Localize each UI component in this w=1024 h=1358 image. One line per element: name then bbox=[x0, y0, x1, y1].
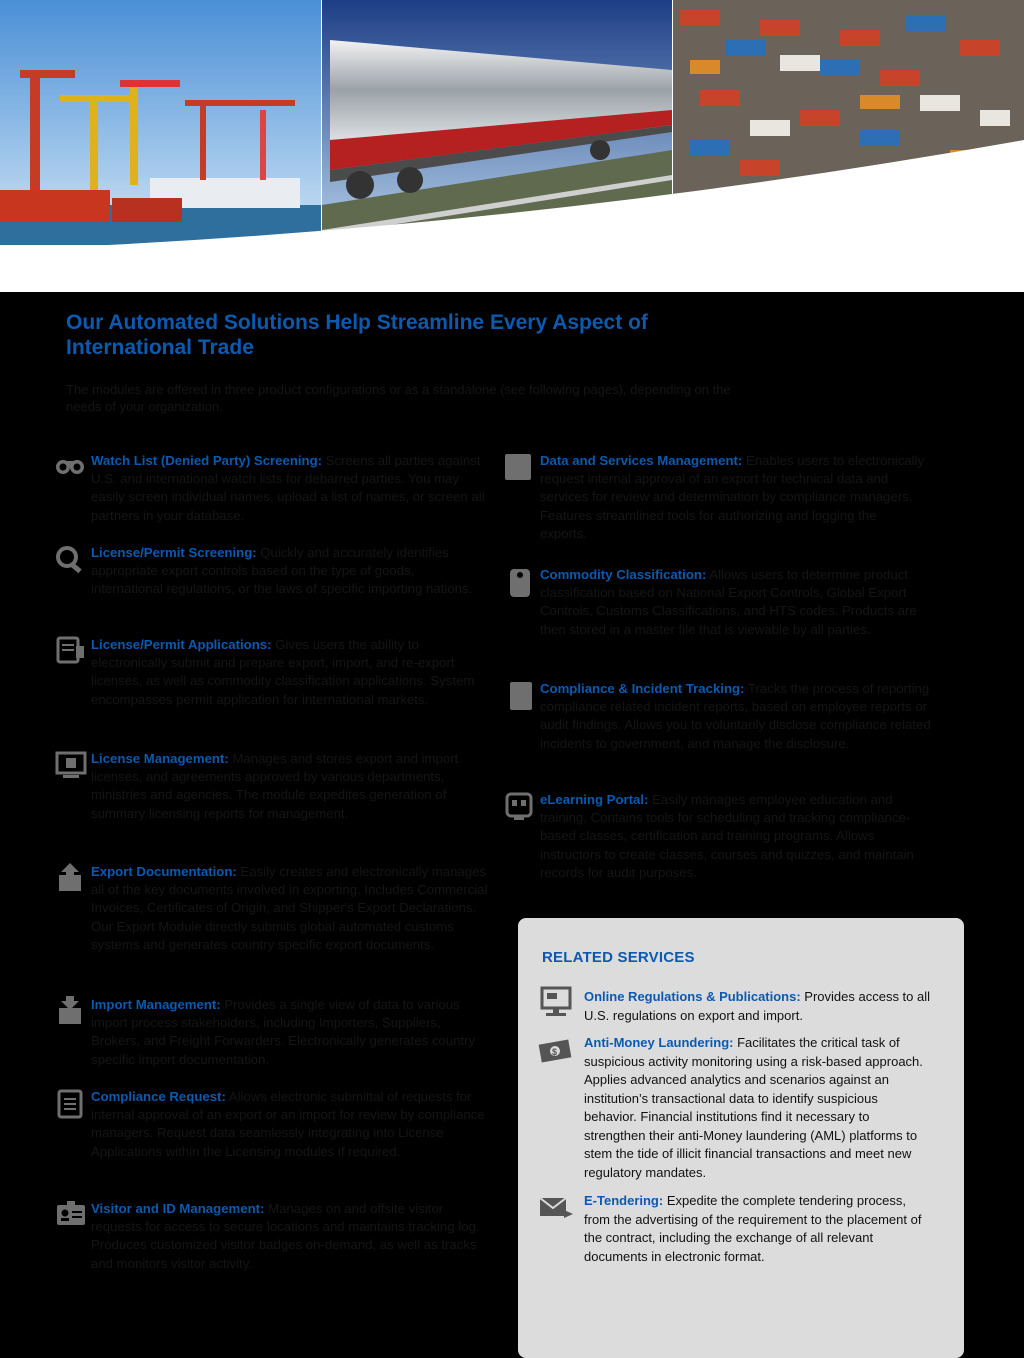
clipboard-icon bbox=[510, 682, 534, 717]
box-export-icon bbox=[55, 863, 87, 898]
module-title: Visitor and ID Management: bbox=[91, 1201, 265, 1216]
checklist-icon bbox=[57, 1089, 85, 1124]
box-import-icon bbox=[55, 996, 87, 1031]
module-title: License/Permit Applications: bbox=[91, 637, 272, 652]
elearning-icon bbox=[505, 792, 535, 827]
module-body: Quickly and accurately identifies appropriate export controls based on the type of goods, international regulations, or the laws of specific importing nations. bbox=[91, 545, 473, 597]
related-item-title: E-Tendering: bbox=[584, 1193, 664, 1208]
module-visitor-id-management bbox=[91, 1200, 491, 1273]
module-body: Screens all parties against U.S. and international watch lists for debarred parties. You may easily screen individual names, upload a list of names, or screen all partners in your database. bbox=[91, 453, 485, 523]
module-title: Import Management: bbox=[91, 997, 221, 1012]
hero-illustration bbox=[0, 0, 1024, 292]
module-title: Watch List (Denied Party) Screening: bbox=[91, 453, 323, 468]
module-commodity-classification bbox=[540, 566, 925, 639]
module-body: Manages on and offsite visitor requests for access to secure locations and maintains tracking log. Produces customized visitor badges on-demand, as well as tracks and monitors visitor activity. bbox=[91, 1201, 480, 1271]
computer-icon bbox=[540, 986, 574, 1023]
module-export-documentation bbox=[91, 863, 491, 954]
module-body: Easily manages employee education and training. Contains tools for scheduling and tracking compliance-based classes, certification and training programs. Allows instructors to create classes, courses and quizzes, and maintain records for audit purposes. bbox=[540, 792, 914, 880]
money-icon bbox=[538, 1038, 574, 1071]
module-title: License Management: bbox=[91, 751, 229, 766]
related-item-body: Facilitates the critical task of suspicious activity monitoring using a risk-based approach. Applies advanced analytics and scenarios against an institution’s transactional data to identify suspicious behavior. Financial institutions find it necessary to strengthen their anti-Money laundering (AML) platforms to stem the tide of illicit financial transactions and meet new regulatory mandates. bbox=[584, 1035, 923, 1180]
id-badge-icon bbox=[55, 1200, 87, 1233]
module-title: Export Documentation: bbox=[91, 864, 237, 879]
module-data-services-management bbox=[540, 452, 925, 543]
module-body: Allows users to determine product classification based on National Export Controls, Global Export Controls, Customs Classifications, and HTS codes. Products are then stored in a master file that is viewable by all parties. bbox=[540, 567, 917, 637]
related-item-title: Online Regulations & Publications: bbox=[584, 989, 801, 1004]
module-compliance-request bbox=[91, 1088, 486, 1161]
module-import-management bbox=[91, 996, 486, 1069]
harbor-photo bbox=[0, 0, 321, 245]
svg-text:$: $ bbox=[552, 1047, 558, 1057]
page-title: Our Automated Solutions Help Streamline Every Aspect of International Trade bbox=[66, 311, 648, 359]
module-body: Manages and stores export and import licenses, and agreements approved by various departments, ministries and agencies. The module expedites generation of summary licensing reports for management. bbox=[91, 751, 459, 821]
module-license-management bbox=[91, 750, 486, 823]
module-title: License/Permit Screening: bbox=[91, 545, 257, 560]
module-body: Easily creates and electronically manages all of the key documents involved in exporting. Includes Commercial Invoices, Certificates of Origin, and Shipper's Export Declarations. Our Export Module directly submits global automated customs systems and generates country specific export documents. bbox=[91, 864, 488, 952]
magnifier-icon bbox=[55, 545, 85, 578]
hero-photo-strip bbox=[0, 0, 1024, 292]
related-services-heading: RELATED SERVICES bbox=[542, 949, 695, 966]
module-title: Compliance Request: bbox=[91, 1089, 226, 1104]
related-item-title: Anti-Money Laundering: bbox=[584, 1035, 734, 1050]
document-icon bbox=[56, 636, 86, 669]
module-body: Tracks the process of reporting compliance related incident reports, based on employee reports or audit findings. Allows you to voluntarily disclose compliance related incidents to government, and manage the disclosure. bbox=[540, 681, 931, 751]
module-elearning-portal bbox=[540, 791, 925, 882]
related-item-e-tendering bbox=[584, 1192, 932, 1266]
module-body: Provides a single view of data to various import process stakeholders, including Importers, Suppliers, Brokers, and Freight Forwarders. Electronically generates country specific import documentation. bbox=[91, 997, 476, 1067]
binoculars-icon bbox=[55, 453, 85, 482]
module-license-permit-applications bbox=[91, 636, 486, 709]
module-title: Data and Services Management: bbox=[540, 453, 743, 468]
related-item-body: Expedite the complete tendering process, from the advertising of the requirement to the placement of the contract, including the exchange of all relevant documents in electronic format. bbox=[584, 1193, 922, 1264]
database-icon bbox=[505, 454, 533, 487]
module-title: Compliance & Incident Tracking: bbox=[540, 681, 745, 696]
related-item-anti-money-laundering bbox=[584, 1034, 932, 1182]
related-item-online-regulations bbox=[584, 988, 932, 1025]
envelope-icon bbox=[539, 1194, 575, 1227]
module-body: Gives users the ability to electronically submit and prepare export, import, and re-export licenses, as well as commodity classification applications. System encompasses permit application for international markets. bbox=[91, 637, 475, 707]
tag-icon bbox=[508, 563, 534, 604]
module-license-permit-screening bbox=[91, 544, 486, 599]
module-body: Allows electronic submittal of requests for internal approval of an export or an import for review by compliance managers. Request data seamlessly integrating into License Applications within the Licensing modules if required. bbox=[91, 1089, 485, 1159]
intro-text: The modules are offered in three product configurations or as a standalone (see following pages), depending on the needs of your organization. bbox=[66, 382, 731, 414]
module-title: eLearning Portal: bbox=[540, 792, 649, 807]
module-body: Enables users to electronically request internal approval of an export for technical data and services for review and determination by compliance managers. Features streamlined tools for authorizing and logging the exports. bbox=[540, 453, 925, 541]
module-watch-list bbox=[91, 452, 486, 525]
module-title: Commodity Classification: bbox=[540, 567, 707, 582]
related-item-body: Provides access to all U.S. regulations on export and import. bbox=[584, 989, 931, 1023]
module-compliance-incident-tracking bbox=[540, 680, 935, 753]
monitor-icon bbox=[55, 751, 87, 784]
